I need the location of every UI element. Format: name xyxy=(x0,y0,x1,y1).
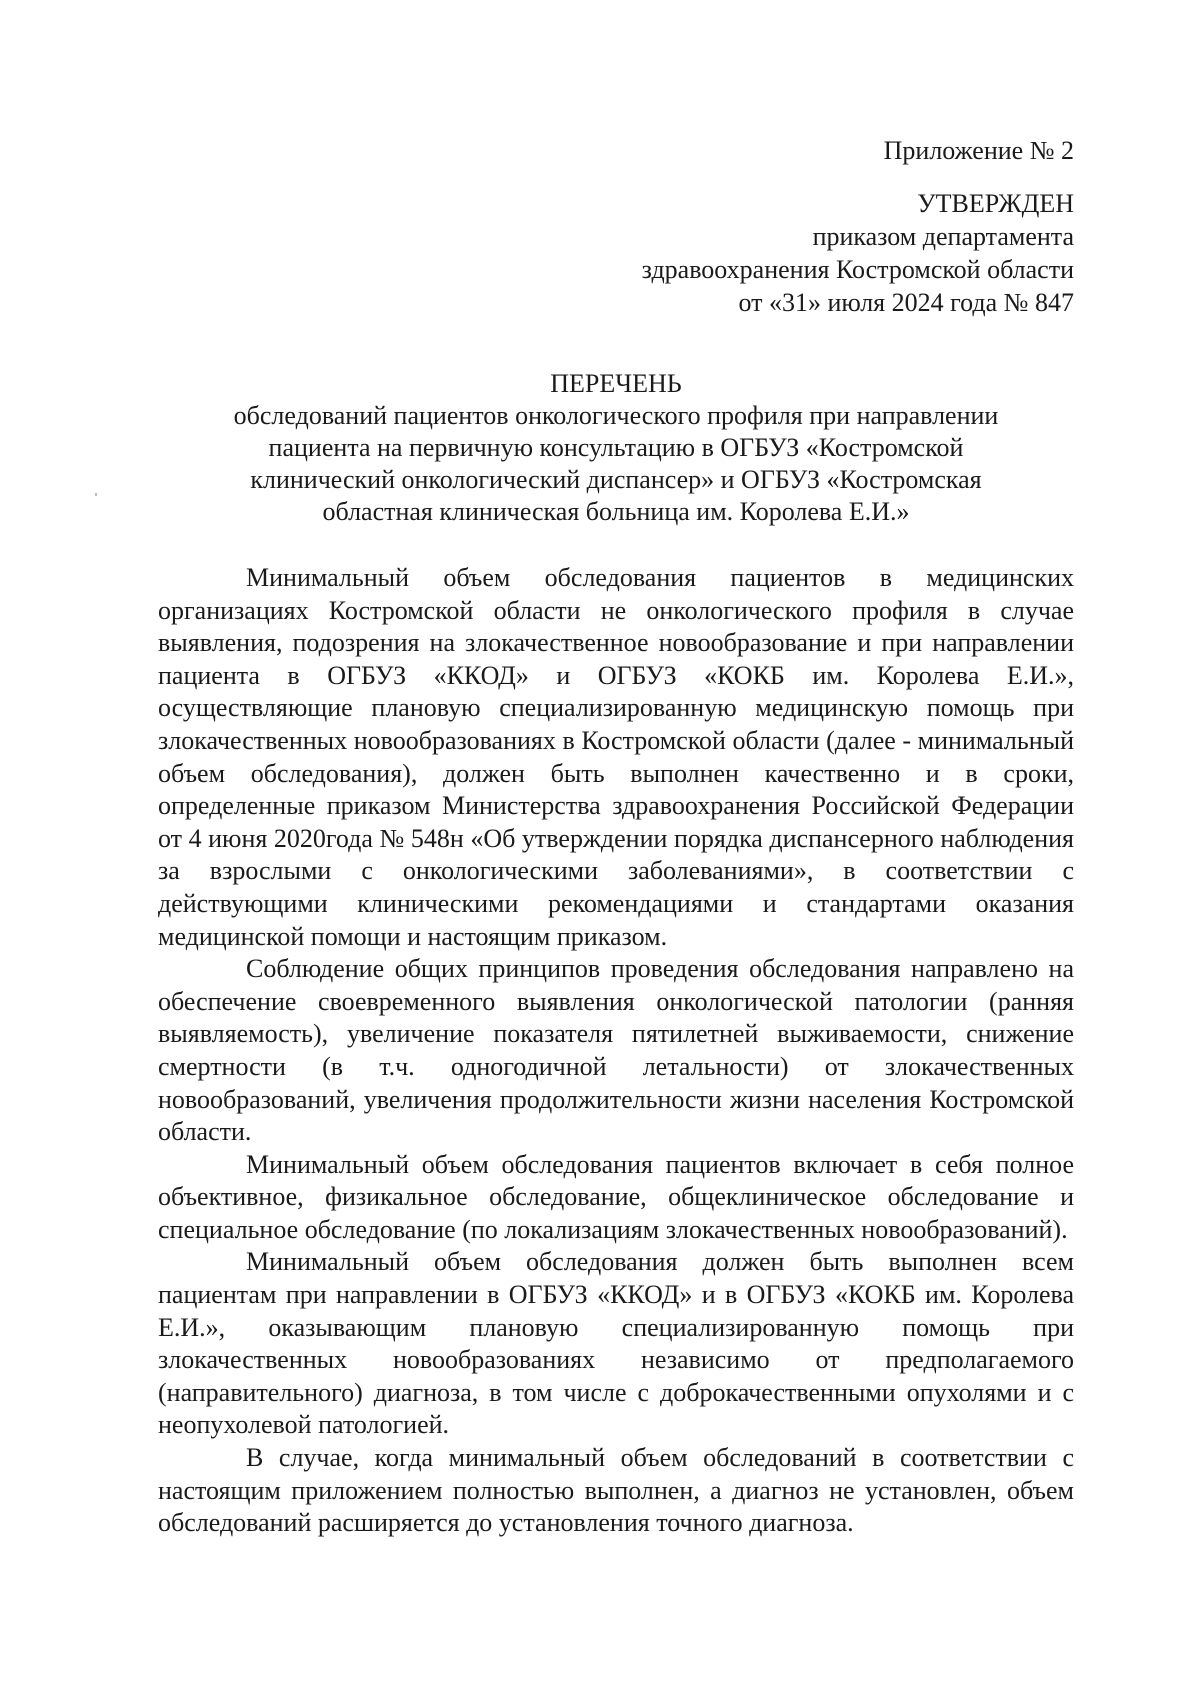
paragraph-3: Минимальный объем обследования пациентов включает в себя полное объективное, физикальное обследование, общеклиническое обследование и специальное обследование (по локализациям злокачественных новообразований). xyxy=(158,1149,1074,1244)
order-line-2: здравоохранения Костромской области xyxy=(641,255,1074,284)
paragraph-1: Минимальный объем обследования пациентов в медицинских организациях Костромской области не онкологического профиля в случае выявления, подозрения на злокачественное новообразование и при направлении пациента в ОГБУЗ «ККОД» и ОГБУЗ «КОКБ им. Королева Е.И.», осуществляющие плановую специализированную медицинскую помощь при злокачественных новообразованиях в Костромской области (далее - минимальный объем обследования), должен быть выполнен качественно и в сроки, определенные приказом Министерства здравоохранения Российской Федерации от 4 июня 2020года № 548н «Об утверждении порядка диспансерного наблюдения за взрослыми с онкологическими заболеваниями», в соответствии с действующими клиническими рекомендациями и стандартами оказания медицинской помощи и настоящим приказом. xyxy=(158,563,1074,951)
appendix-number: Приложение № 2 xyxy=(883,136,1074,165)
title-main: ПЕРЕЧЕНЬ xyxy=(550,369,682,398)
paragraph-5: В случае, когда минимальный объем обследований в соответствии с настоящим приложением полностью выполнен, а диагноз не установлен, объем обследований расширяется до установления точного диагноза. xyxy=(158,1443,1074,1538)
approved-label: УТВЕРЖДЕН xyxy=(917,189,1074,218)
order-line-3: от «31» июля 2024 года № 847 xyxy=(738,288,1074,317)
paragraph-4: Минимальный объем обследования должен быть выполнен всем пациентам при направлении в ОГБУЗ «ККОД» и в ОГБУЗ «КОКБ им. Королева Е.И.», оказывающим плановую специализированную помощь при злокачественных новообразованиях независимо от предполагаемого (направительного) диагноза, в том числе с доброкачественными опухолями и с неопухолевой патологией. xyxy=(158,1247,1074,1440)
order-line-1: приказом департамента xyxy=(812,222,1074,251)
approval-header xyxy=(642,134,1074,319)
paragraph-2: Соблюдение общих принципов проведения обследования направлено на обеспечение своевременного выявления онкологической патологии (ранняя выявляемость), увеличение показателя пятилетней выживаемости, снижение смертности (в т.ч. одногодичной летальности) от злокачественных новообразований, увеличения продолжительности жизни населения Костромской области. xyxy=(158,954,1074,1147)
scan-speck xyxy=(95,493,97,496)
title-subtitle: обследований пациентов онкологического профиля при направлении пациента на первичную консультацию в ОГБУЗ «Костромской клинический онкологический диспансер» и ОГБУЗ «Костромская областная клиническая больница им. Королева Е.И.» xyxy=(233,401,999,526)
document-title xyxy=(158,368,1074,528)
document-body xyxy=(158,562,1074,1540)
